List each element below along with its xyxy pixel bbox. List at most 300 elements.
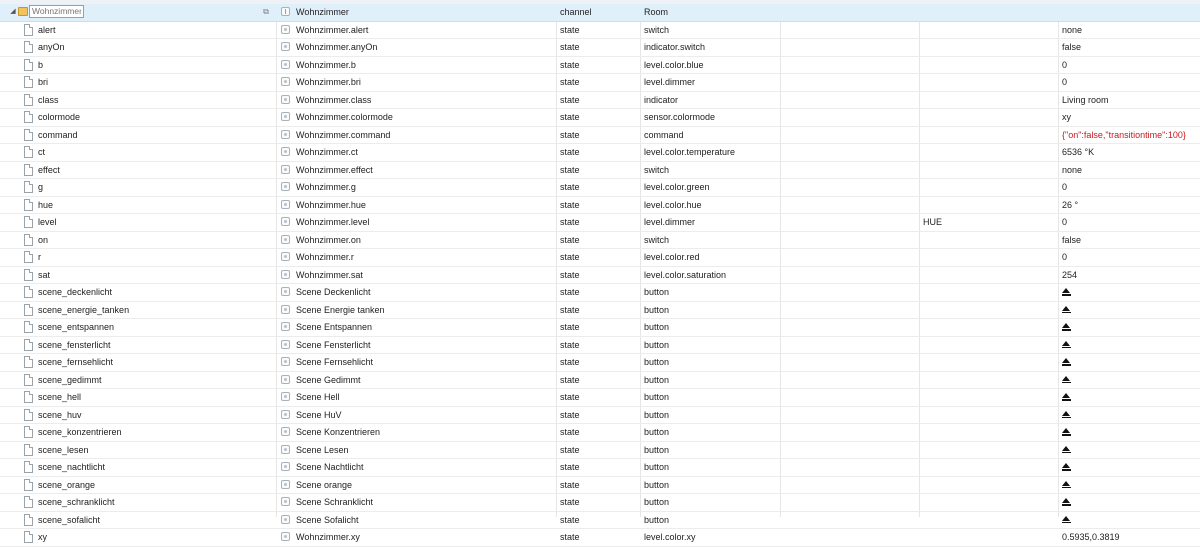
state-type-icon: [281, 112, 290, 121]
file-icon-cell: [24, 284, 34, 300]
object-function: [923, 249, 1058, 265]
object-type: state: [560, 479, 580, 490]
object-value[interactable]: [1062, 319, 1198, 335]
object-name: effect: [38, 164, 60, 175]
object-name: command: [38, 129, 78, 140]
object-id: Scene Schranklicht: [296, 497, 374, 507]
object-id: Scene Fensterlicht: [296, 339, 371, 350]
state-type-icon-cell: [281, 92, 291, 108]
state-type-icon-cell: [281, 442, 291, 458]
object-role: button: [644, 357, 670, 367]
eject-icon[interactable]: [1062, 498, 1071, 506]
file-icon-cell: [24, 424, 34, 440]
file-icon-cell: [24, 267, 34, 283]
state-type-icon: [281, 25, 290, 34]
object-function: [923, 494, 1058, 510]
file-icon: [24, 339, 33, 351]
object-function: [923, 22, 1058, 38]
object-value[interactable]: {"on":false,"transitiontime":100}: [1062, 129, 1186, 140]
eject-icon[interactable]: [1062, 428, 1071, 436]
object-value[interactable]: [1062, 424, 1198, 440]
object-name: scene_fensterlicht: [38, 339, 111, 350]
object-id: Wohnzimmer.class: [296, 94, 372, 105]
file-icon: [24, 391, 33, 403]
object-tree-grid: [0, 4, 1200, 547]
state-type-icon-cell: [281, 39, 291, 55]
object-value[interactable]: [1062, 389, 1198, 405]
object-role: level.color.hue: [644, 199, 702, 210]
object-room: [784, 354, 919, 370]
object-function: [923, 92, 1058, 108]
object-id: Wohnzimmer.colormode: [296, 112, 393, 122]
object-name: scene_hell: [38, 392, 82, 402]
file-icon: [24, 479, 33, 491]
object-name: class: [38, 94, 59, 105]
object-function: [923, 424, 1058, 440]
object-value[interactable]: 6536 °K: [1062, 147, 1095, 157]
object-name: level: [38, 217, 57, 227]
object-room: [784, 459, 919, 475]
object-function: [923, 354, 1058, 370]
object-id: Wohnzimmer.ct: [296, 147, 358, 157]
file-icon-cell: [24, 302, 34, 318]
object-room: [784, 267, 919, 283]
object-room: [784, 214, 919, 230]
object-role: switch: [644, 164, 670, 175]
state-row[interactable]: [0, 127, 1200, 145]
object-role: level.color.blue: [644, 59, 704, 70]
object-type: state: [560, 304, 580, 315]
object-id: Wohnzimmer.r: [296, 252, 354, 262]
object-name: scene_deckenlicht: [38, 287, 113, 297]
object-type: state: [560, 409, 580, 420]
object-value[interactable]: 0: [1062, 217, 1068, 227]
object-room: [784, 284, 919, 300]
object-role: indicator: [644, 94, 679, 105]
object-value[interactable]: none: [1062, 164, 1083, 175]
state-type-icon-cell: [281, 424, 291, 440]
file-icon: [24, 514, 33, 526]
object-value[interactable]: [1062, 372, 1198, 388]
file-icon-cell: [24, 144, 34, 160]
object-type: state: [560, 287, 580, 297]
object-value[interactable]: [1062, 477, 1198, 493]
state-type-icon: [281, 340, 290, 349]
file-icon-cell: [24, 232, 34, 248]
object-name: scene_orange: [38, 479, 96, 490]
object-function: [923, 319, 1058, 335]
eject-icon[interactable]: [1062, 393, 1071, 401]
object-id: Scene Lesen: [296, 444, 349, 455]
object-function: [923, 127, 1058, 143]
state-type-icon: [281, 462, 290, 471]
file-icon-cell: [24, 74, 34, 90]
state-type-icon: [281, 480, 290, 489]
object-role: button: [644, 479, 670, 490]
object-id: Wohnzimmer.hue: [296, 199, 366, 210]
state-type-icon-cell: [281, 407, 291, 423]
object-role: button: [644, 392, 670, 402]
object-id: Wohnzimmer.level: [296, 217, 370, 227]
object-id: Wohnzimmer.b: [296, 59, 356, 70]
file-icon-cell: [24, 214, 34, 230]
state-row[interactable]: [0, 232, 1200, 250]
object-value[interactable]: 254: [1062, 269, 1078, 280]
file-icon-cell: [24, 337, 34, 353]
object-value[interactable]: [1062, 337, 1198, 353]
object-name: colormode: [38, 112, 81, 122]
file-icon: [24, 409, 33, 421]
state-row[interactable]: [0, 407, 1200, 425]
object-value[interactable]: [1062, 442, 1198, 458]
object-value[interactable]: 0: [1062, 59, 1068, 70]
file-icon-cell: [24, 39, 34, 55]
object-function: [923, 302, 1058, 318]
file-icon-cell: [24, 22, 34, 38]
object-room: [784, 162, 919, 178]
object-value[interactable]: 0.5935,0.3819: [1062, 532, 1120, 542]
object-role: button: [644, 427, 670, 437]
eject-icon[interactable]: [1062, 376, 1071, 384]
state-row[interactable]: [0, 57, 1200, 75]
object-type: state: [560, 532, 580, 542]
eject-icon[interactable]: [1062, 323, 1071, 331]
state-row[interactable]: [0, 179, 1200, 197]
state-row[interactable]: [0, 109, 1200, 127]
state-type-icon-cell: [281, 372, 291, 388]
state-type-icon: [281, 392, 290, 401]
state-type-icon: [281, 77, 290, 86]
state-row[interactable]: [0, 442, 1200, 460]
eject-icon[interactable]: [1062, 411, 1071, 419]
object-value[interactable]: 0: [1062, 77, 1068, 87]
object-function: [923, 4, 1058, 20]
state-type-icon-cell: [281, 512, 291, 528]
object-room: [784, 39, 919, 55]
object-name: scene_lesen: [38, 444, 89, 455]
object-value[interactable]: xy: [1062, 112, 1071, 122]
state-row[interactable]: [0, 267, 1200, 285]
object-function: [923, 459, 1058, 475]
object-name: hue: [38, 199, 54, 210]
object-name: scene_konzentrieren: [38, 427, 122, 437]
state-type-icon: [281, 147, 290, 156]
file-icon-cell: [24, 512, 34, 528]
state-type-icon-cell: [281, 127, 291, 143]
object-type: state: [560, 514, 580, 525]
object-function: [923, 57, 1058, 73]
channel-name-input[interactable]: [29, 5, 84, 18]
state-type-icon: [281, 322, 290, 331]
object-role: level.dimmer: [644, 77, 696, 87]
state-row[interactable]: [0, 529, 1200, 547]
state-type-icon: [281, 130, 290, 139]
object-room: [784, 127, 919, 143]
object-id: Scene Fernsehlicht: [296, 357, 374, 367]
object-role: level.color.green: [644, 182, 710, 192]
file-icon: [24, 461, 33, 473]
object-type: state: [560, 374, 580, 385]
object-type: state: [560, 427, 580, 437]
state-row[interactable]: [0, 459, 1200, 477]
channel-type-icon: [281, 7, 290, 16]
object-room: [784, 442, 919, 458]
folder-icon: [18, 7, 28, 16]
object-name: scene_fernsehlicht: [38, 357, 114, 367]
state-row[interactable]: [0, 249, 1200, 267]
object-room: [784, 74, 919, 90]
object-value[interactable]: 26 °: [1062, 199, 1079, 210]
file-icon: [24, 234, 33, 246]
object-id: Scene Entspannen: [296, 322, 373, 332]
object-role: sensor.colormode: [644, 112, 716, 122]
state-row[interactable]: [0, 162, 1200, 180]
object-id: Wohnzimmer.on: [296, 234, 361, 245]
object-function: [923, 197, 1058, 213]
object-id: Wohnzimmer.alert: [296, 24, 369, 35]
object-room: [784, 512, 919, 528]
file-icon: [24, 181, 33, 193]
state-type-icon-cell: [281, 74, 291, 90]
object-role: command: [644, 129, 684, 140]
object-type: state: [560, 199, 580, 210]
state-type-icon-cell: [281, 459, 291, 475]
object-function: [923, 109, 1058, 125]
object-role: button: [644, 444, 670, 455]
object-name: on: [38, 234, 49, 245]
state-type-icon: [281, 235, 290, 244]
object-type: state: [560, 94, 580, 105]
file-icon-cell: [24, 477, 34, 493]
file-icon: [24, 269, 33, 281]
state-type-icon: [281, 217, 290, 226]
state-type-icon: [281, 252, 290, 261]
object-name: scene_energie_tanken: [38, 304, 130, 315]
file-icon-cell: [24, 57, 34, 73]
object-value[interactable]: [1062, 459, 1198, 475]
state-type-icon: [281, 532, 290, 541]
eject-icon[interactable]: [1062, 446, 1071, 454]
state-type-icon: [281, 445, 290, 454]
object-value: [1062, 4, 1198, 20]
state-row[interactable]: [0, 477, 1200, 495]
object-value[interactable]: [1062, 512, 1198, 528]
object-name: scene_sofalicht: [38, 514, 101, 525]
object-function: [923, 74, 1058, 90]
object-role: button: [644, 409, 670, 420]
object-value[interactable]: 0: [1062, 182, 1068, 192]
object-function: [923, 162, 1058, 178]
object-value[interactable]: [1062, 284, 1198, 300]
object-id: Wohnzimmer.bri: [296, 77, 361, 87]
object-value[interactable]: false: [1062, 42, 1082, 52]
object-value[interactable]: none: [1062, 24, 1083, 35]
object-id: Wohnzimmer.anyOn: [296, 42, 378, 52]
object-role: button: [644, 374, 670, 385]
file-icon-cell: [24, 162, 34, 178]
object-id: Scene Konzentrieren: [296, 427, 381, 437]
file-icon-cell: [24, 529, 34, 545]
state-type-icon-cell: [281, 389, 291, 405]
eject-icon[interactable]: [1062, 341, 1071, 349]
object-role: button: [644, 339, 670, 350]
object-room: [784, 22, 919, 38]
object-type: state: [560, 147, 580, 157]
object-role: switch: [644, 24, 670, 35]
state-type-icon: [281, 515, 290, 524]
object-type: state: [560, 339, 580, 350]
state-row[interactable]: [0, 337, 1200, 355]
object-room: [784, 249, 919, 265]
state-row[interactable]: [0, 214, 1200, 232]
state-row[interactable]: [0, 22, 1200, 40]
channel-row[interactable]: [0, 4, 1200, 22]
object-value[interactable]: false: [1062, 234, 1082, 245]
eject-icon[interactable]: [1062, 288, 1071, 296]
file-icon: [24, 94, 33, 106]
file-icon-cell: [24, 127, 34, 143]
state-type-icon-cell: [281, 477, 291, 493]
state-type-icon-cell: [281, 214, 291, 230]
file-icon-cell: [24, 494, 34, 510]
state-row[interactable]: [0, 92, 1200, 110]
state-type-icon-cell: [281, 337, 291, 353]
eject-icon[interactable]: [1062, 463, 1071, 471]
state-type-icon: [281, 95, 290, 104]
object-type: state: [560, 252, 580, 262]
state-type-icon: [281, 182, 290, 191]
file-icon: [24, 216, 33, 228]
state-row[interactable]: [0, 197, 1200, 215]
state-row[interactable]: [0, 372, 1200, 390]
object-role: button: [644, 322, 670, 332]
state-type-icon: [281, 357, 290, 366]
object-function: [923, 477, 1058, 493]
object-value[interactable]: 0: [1062, 252, 1068, 262]
object-value[interactable]: [1062, 302, 1198, 318]
file-icon: [24, 304, 33, 316]
state-row[interactable]: [0, 284, 1200, 302]
object-id: Wohnzimmer: [296, 7, 349, 17]
object-type: state: [560, 77, 580, 87]
state-type-icon-cell: [281, 354, 291, 370]
state-row[interactable]: [0, 74, 1200, 92]
collapse-arrow-icon[interactable]: ◢: [10, 8, 16, 15]
object-name: xy: [38, 532, 47, 542]
object-id: Scene Nachtlicht: [296, 462, 364, 472]
state-type-icon-cell: [281, 197, 291, 213]
file-icon: [24, 164, 33, 176]
object-room: [784, 372, 919, 388]
object-name: scene_huv: [38, 409, 82, 420]
state-row[interactable]: [0, 494, 1200, 512]
object-id: Scene orange: [296, 479, 353, 490]
object-function: [923, 407, 1058, 423]
object-room: [784, 109, 919, 125]
file-icon: [24, 41, 33, 53]
state-type-icon: [281, 200, 290, 209]
state-type-icon-cell: [281, 267, 291, 283]
eject-icon[interactable]: [1062, 481, 1071, 489]
file-icon-cell: [24, 389, 34, 405]
object-id: Wohnzimmer.effect: [296, 164, 373, 175]
object-name: g: [38, 182, 44, 192]
file-icon-cell: [24, 407, 34, 423]
file-icon-cell: [24, 92, 34, 108]
channel-type-icon-cell: [281, 4, 291, 20]
object-type: state: [560, 164, 580, 175]
object-value[interactable]: [1062, 407, 1198, 423]
object-name: alert: [38, 24, 56, 35]
eject-icon[interactable]: [1062, 306, 1071, 314]
file-icon-cell: [24, 459, 34, 475]
file-icon: [24, 24, 33, 36]
file-icon-cell: [24, 319, 34, 335]
state-row[interactable]: [0, 302, 1200, 320]
object-value[interactable]: [1062, 354, 1198, 370]
object-id: Scene Gedimmt: [296, 374, 361, 385]
state-type-icon-cell: [281, 22, 291, 38]
file-icon: [24, 199, 33, 211]
object-room: [784, 389, 919, 405]
object-room: [784, 407, 919, 423]
state-type-icon: [281, 60, 290, 69]
object-id: Scene Hell: [296, 392, 340, 402]
state-type-icon-cell: [281, 302, 291, 318]
state-row[interactable]: [0, 39, 1200, 57]
state-row[interactable]: [0, 512, 1200, 530]
object-type: state: [560, 357, 580, 367]
object-role: indicator.switch: [644, 42, 706, 52]
object-value[interactable]: [1062, 494, 1198, 510]
object-role: switch: [644, 234, 670, 245]
object-type: state: [560, 234, 580, 245]
file-icon: [24, 251, 33, 263]
state-type-icon-cell: [281, 179, 291, 195]
state-type-icon-cell: [281, 144, 291, 160]
object-type: state: [560, 42, 580, 52]
object-room: [784, 319, 919, 335]
object-id: Wohnzimmer.g: [296, 182, 356, 192]
copy-icon[interactable]: ⧉: [263, 7, 269, 16]
file-icon: [24, 531, 33, 543]
file-icon-cell: [24, 179, 34, 195]
object-name: anyOn: [38, 42, 65, 52]
object-role: Room: [644, 7, 669, 17]
file-icon: [24, 129, 33, 141]
state-row[interactable]: [0, 144, 1200, 162]
file-icon: [24, 444, 33, 456]
state-row[interactable]: [0, 424, 1200, 442]
object-function: [923, 267, 1058, 283]
object-name: bri: [38, 77, 49, 87]
eject-icon[interactable]: [1062, 358, 1071, 366]
object-room: [784, 179, 919, 195]
object-role: level.color.saturation: [644, 269, 727, 280]
object-room: [784, 144, 919, 160]
file-icon-cell: [24, 249, 34, 265]
state-row[interactable]: [0, 389, 1200, 407]
state-row[interactable]: [0, 354, 1200, 372]
object-function: [923, 144, 1058, 160]
object-type: state: [560, 269, 580, 280]
object-role: button: [644, 514, 670, 525]
state-row[interactable]: [0, 319, 1200, 337]
state-type-icon-cell: [281, 57, 291, 73]
object-value[interactable]: Living room: [1062, 94, 1109, 105]
state-type-icon: [281, 270, 290, 279]
object-name: ct: [38, 147, 46, 157]
